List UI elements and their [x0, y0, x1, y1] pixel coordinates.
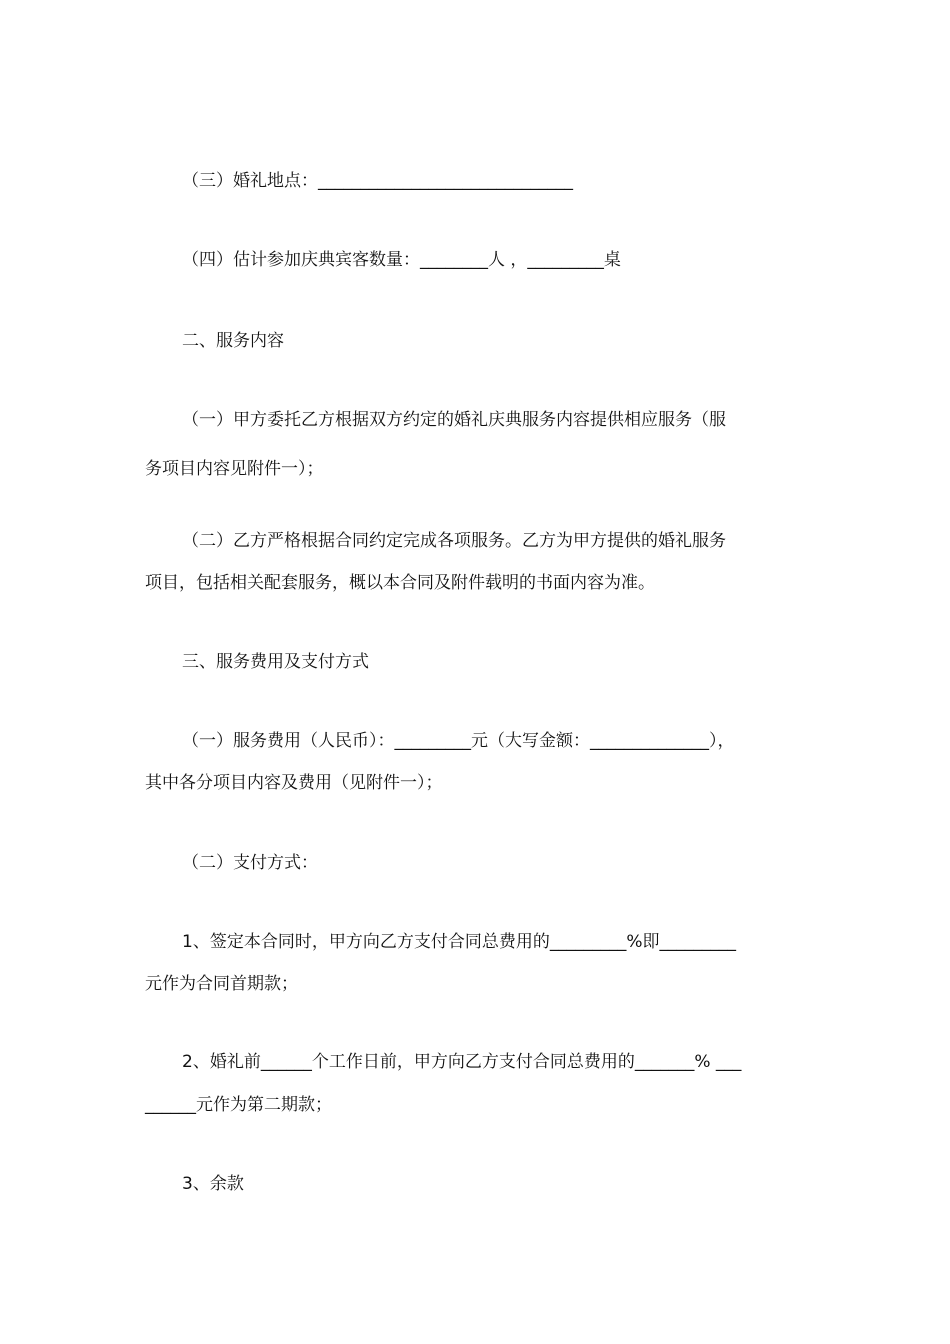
payment-item-3-line: 3、余款: [182, 1174, 244, 1194]
section-heading-service-content: 二、服务内容: [182, 331, 284, 351]
guest-count-line: （四）估计参加庆典宾客数量：________人 ，_________桌: [182, 250, 621, 270]
wedding-venue-line: （三）婚礼地点：______________________________: [182, 171, 573, 191]
section-heading-fees-payment: 三、服务费用及支付方式: [182, 652, 369, 672]
service-fee-line-1: （一）服务费用（人民币）：_________元（大写金额：______________），: [182, 731, 735, 751]
service-clause-1-line-2: 务项目内容见附件一）；: [145, 459, 324, 479]
service-clause-1-line-1: （一）甲方委托乙方根据双方约定的婚礼庆典服务内容提供相应服务（服: [182, 410, 726, 430]
payment-item-2-line-2: ______元作为第二期款；: [145, 1095, 332, 1115]
payment-item-1-line-2: 元作为合同首期款；: [145, 974, 298, 994]
payment-item-1-line-1: 1、签定本合同时，甲方向乙方支付合同总费用的_________%即_________: [182, 932, 736, 952]
service-fee-line-2: 其中各分项目内容及费用（见附件一）；: [145, 773, 443, 793]
service-clause-2-line-1: （二）乙方严格根据合同约定完成各项服务。乙方为甲方提供的婚礼服务: [182, 531, 726, 551]
service-clause-2-line-2: 项目，包括相关配套服务，概以本合同及附件载明的书面内容为准。: [145, 573, 655, 593]
payment-method-heading: （二）支付方式：: [182, 853, 318, 873]
payment-item-2-line-1: 2、婚礼前______个工作日前，甲方向乙方支付合同总费用的_______% ___: [182, 1052, 742, 1072]
